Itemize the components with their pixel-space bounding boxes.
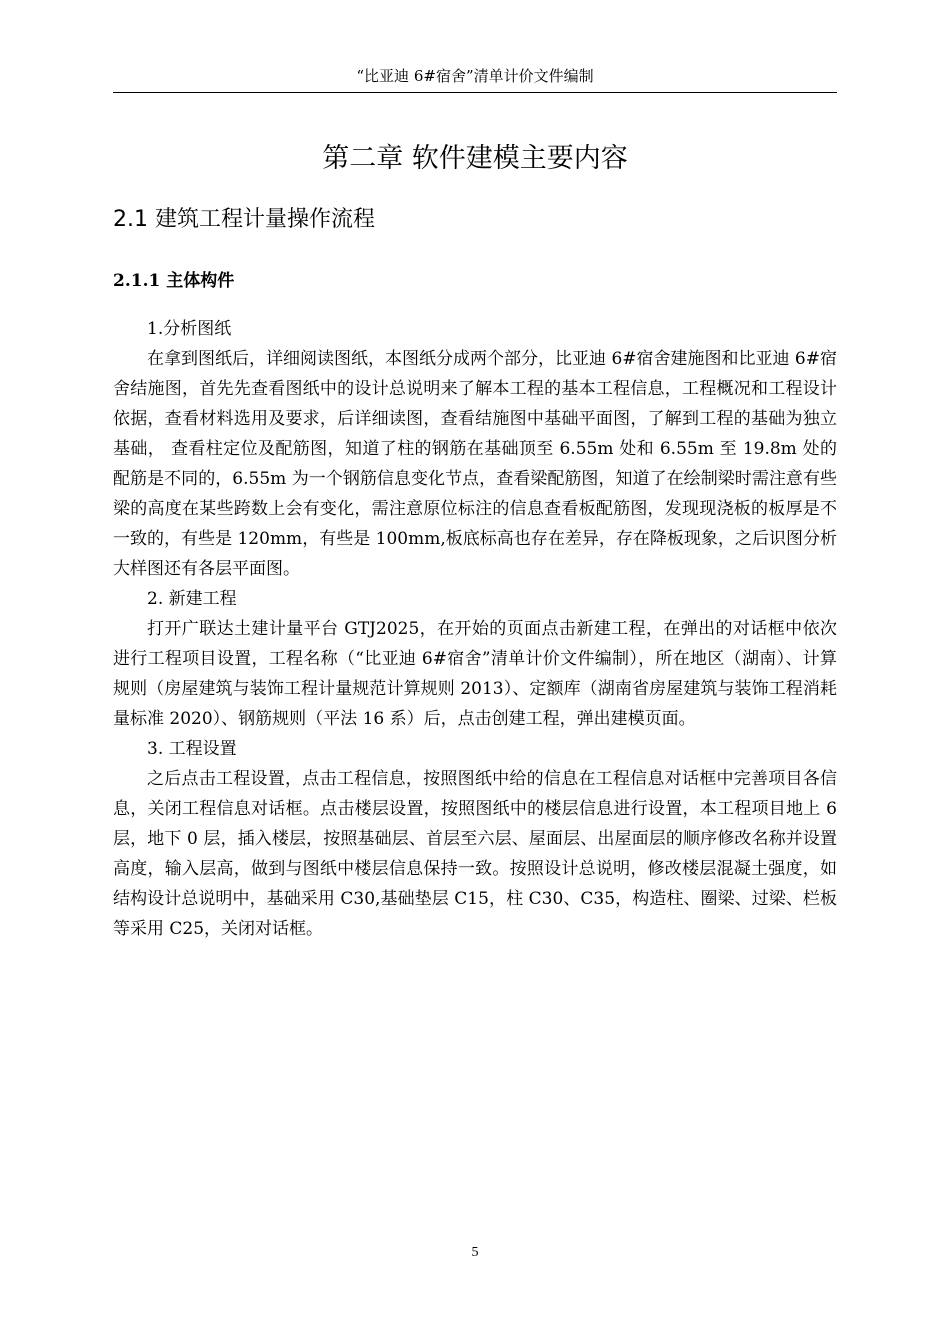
paragraph-new-project: 打开广联达土建计量平台 GTJ2025，在开始的页面点击新建工程，在弹出的对话框中依次进行工程项目设置，工程名称（“比亚迪 6#宿舍”清单计价文件编制），所在地区（湖南）、计算规则（房屋建筑与装饰工程计量规范计算规则 2013）、定额库（湖南省房屋建筑与装饰工程消耗量标准 2020）、钢筋规则（平法 16 系）后，点击创建工程，弹出建模页面。	[113, 619, 837, 729]
paragraph-analyze-drawings: 在拿到图纸后，详细阅读图纸，本图纸分成两个部分，比亚迪 6#宿舍建施图和比亚迪 6#宿舍结施图，首先先查看图纸中的设计总说明来了解本工程的基本工程信息，工程概况和工程设计依据，查看材料选用及要求，后详细读图，查看结施图中基础平面图，了解到工程的基础为独立基础， 查看柱定位及配筋图，知道了柱的钢筋在基础顶至 6.55m 处和 6.55m 至 19.8m 处的配筋是不同的，6.55m 为一个钢筋信息变化节点，查看梁配筋图，知道了在绘制梁时需注意有些梁的高度在某些跨数上会有变化，需注意原位标注的信息查看板配筋图，发现现浇板的板厚是不一致的，有些是 120mm，有些是 100mm,板底标高也存在差异，存在降板现象，之后识图分析大样图还有各层平面图。	[113, 349, 837, 579]
header-divider	[113, 92, 837, 93]
running-header: “比亚迪 6#宿舍”清单计价文件编制	[356, 67, 594, 85]
section-title: 2.1 建筑工程计量操作流程	[113, 207, 375, 232]
chapter-title: 第二章 软件建模主要内容	[322, 143, 628, 174]
subsection-title: 2.1.1 主体构件	[113, 271, 235, 291]
paragraph-project-settings: 之后点击工程设置，点击工程信息，按照图纸中给的信息在工程信息对话框中完善项目各信息，关闭工程信息对话框。点击楼层设置，按照图纸中的楼层信息进行设置，本工程项目地上 6 层，地下 0 层，插入楼层，按照基础层、首层至六层、屋面层、出屋面层的顺序修改名称并设置高度，输入层高，做到与图纸中楼层信息保持一致。按照设计总说明，修改楼层混凝土强度，如结构设计总说明中，基础采用 C30,基础垫层 C15，柱 C30、C35，构造柱、圈梁、过梁、栏板等采用 C25，关闭对话框。	[113, 769, 837, 939]
page-number: 5	[471, 1245, 479, 1260]
paragraph-step-2-heading: 2. 新建工程	[147, 589, 237, 609]
paragraph-step-1-heading: 1.分析图纸	[147, 319, 232, 339]
paragraph-step-3-heading: 3. 工程设置	[147, 739, 237, 759]
body-text	[113, 314, 837, 944]
